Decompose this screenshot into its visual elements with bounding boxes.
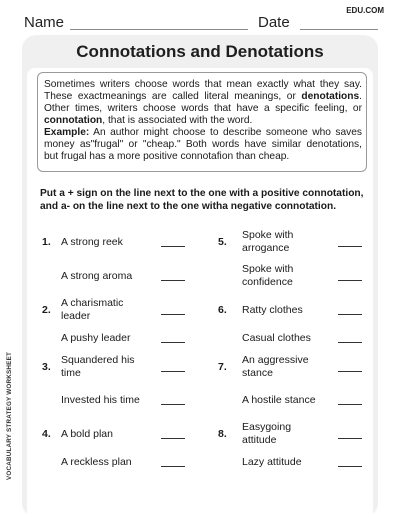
option-text: confidence: [242, 276, 293, 288]
question-number: 7.: [218, 361, 227, 373]
explanation-text: , that is associated with the word.: [102, 115, 253, 126]
worksheet-header: [0, 0, 400, 40]
side-label: VOCABULARY STRATEGY WORKSHEET: [6, 351, 13, 480]
option-text: Spoke with: [242, 263, 294, 275]
option-text: attitude: [242, 434, 277, 446]
denotations-term: denotations: [301, 91, 360, 102]
page-title: Connotations and Denotations: [76, 42, 324, 61]
explanation-text: These exactmeanings are called literal meanings, or: [44, 91, 302, 102]
option-text: An aggressive: [242, 354, 309, 366]
option-text: Lazy attitude: [242, 456, 302, 468]
answer-blank[interactable]: [161, 314, 185, 315]
question-number: 3.: [42, 361, 51, 373]
question-number: 5.: [218, 236, 227, 248]
instructions-line: Put a + sign on the line next to the one with a positive connotation,: [40, 188, 364, 199]
edu-logo: EDU.COM: [346, 6, 384, 15]
option-text: A hostile stance: [242, 394, 316, 406]
explanation-line: money as"frugal" or "cheap." Both words have similar denotations,: [44, 139, 362, 150]
connotation-term: connotation: [44, 115, 103, 126]
instructions-line: and a- on the line next to the one witha negative connotation.: [40, 201, 337, 212]
answer-blank[interactable]: [338, 342, 362, 343]
option-text: stance: [242, 367, 273, 379]
answer-blank[interactable]: [338, 246, 362, 247]
answer-blank[interactable]: [338, 466, 362, 467]
question-number: 8.: [218, 428, 227, 440]
option-text: Invested his time: [61, 394, 140, 406]
answer-blank[interactable]: [161, 438, 185, 439]
question-number: 1.: [42, 236, 51, 248]
example-line: [44, 127, 362, 139]
answer-blank[interactable]: [338, 280, 362, 281]
date-label: Date: [258, 14, 290, 31]
option-text: Squandered his: [61, 354, 135, 366]
name-line: [70, 29, 248, 30]
option-text: Ratty clothes: [242, 304, 303, 316]
explanation-line: but frugal has a more positive connotafion than cheap.: [44, 151, 290, 162]
answer-blank[interactable]: [161, 404, 185, 405]
explanation-line: [44, 115, 362, 127]
answer-blank[interactable]: [161, 371, 185, 372]
answer-blank[interactable]: [161, 246, 185, 247]
explanation-line: Sometimes writers choose words that mean exactly what they say.: [44, 79, 362, 90]
explanation-line: [44, 91, 362, 103]
question-number: 2.: [42, 304, 51, 316]
answer-blank[interactable]: [338, 314, 362, 315]
answer-blank[interactable]: [161, 342, 185, 343]
date-line: [300, 29, 378, 30]
answer-blank[interactable]: [338, 404, 362, 405]
option-text: arrogance: [242, 242, 290, 254]
option-text: leader: [61, 310, 91, 322]
option-text: A strong reek: [61, 236, 123, 248]
explanation-text: .: [359, 91, 362, 102]
answer-blank[interactable]: [161, 280, 185, 281]
question-number: 4.: [42, 428, 51, 440]
option-text: A charismatic: [61, 297, 124, 309]
option-text: time: [61, 367, 81, 379]
answer-blank[interactable]: [338, 371, 362, 372]
answer-blank[interactable]: [161, 466, 185, 467]
answer-blank[interactable]: [338, 438, 362, 439]
option-text: Casual clothes: [242, 332, 311, 344]
option-text: A strong aroma: [61, 270, 133, 282]
example-label: Example:: [44, 127, 90, 138]
name-label: Name: [24, 14, 65, 31]
option-text: A bold plan: [61, 428, 113, 440]
explanation-text: An author might choose to describe someone who saves: [89, 127, 362, 138]
option-text: A pushy leader: [61, 332, 131, 344]
option-text: Easygoing: [242, 421, 292, 433]
question-number: 6.: [218, 304, 227, 316]
explanation-line: Other times, writers choose words that have a specific feeling, or: [44, 103, 362, 114]
option-text: A reckless plan: [61, 456, 132, 468]
option-text: Spoke with: [242, 229, 294, 241]
